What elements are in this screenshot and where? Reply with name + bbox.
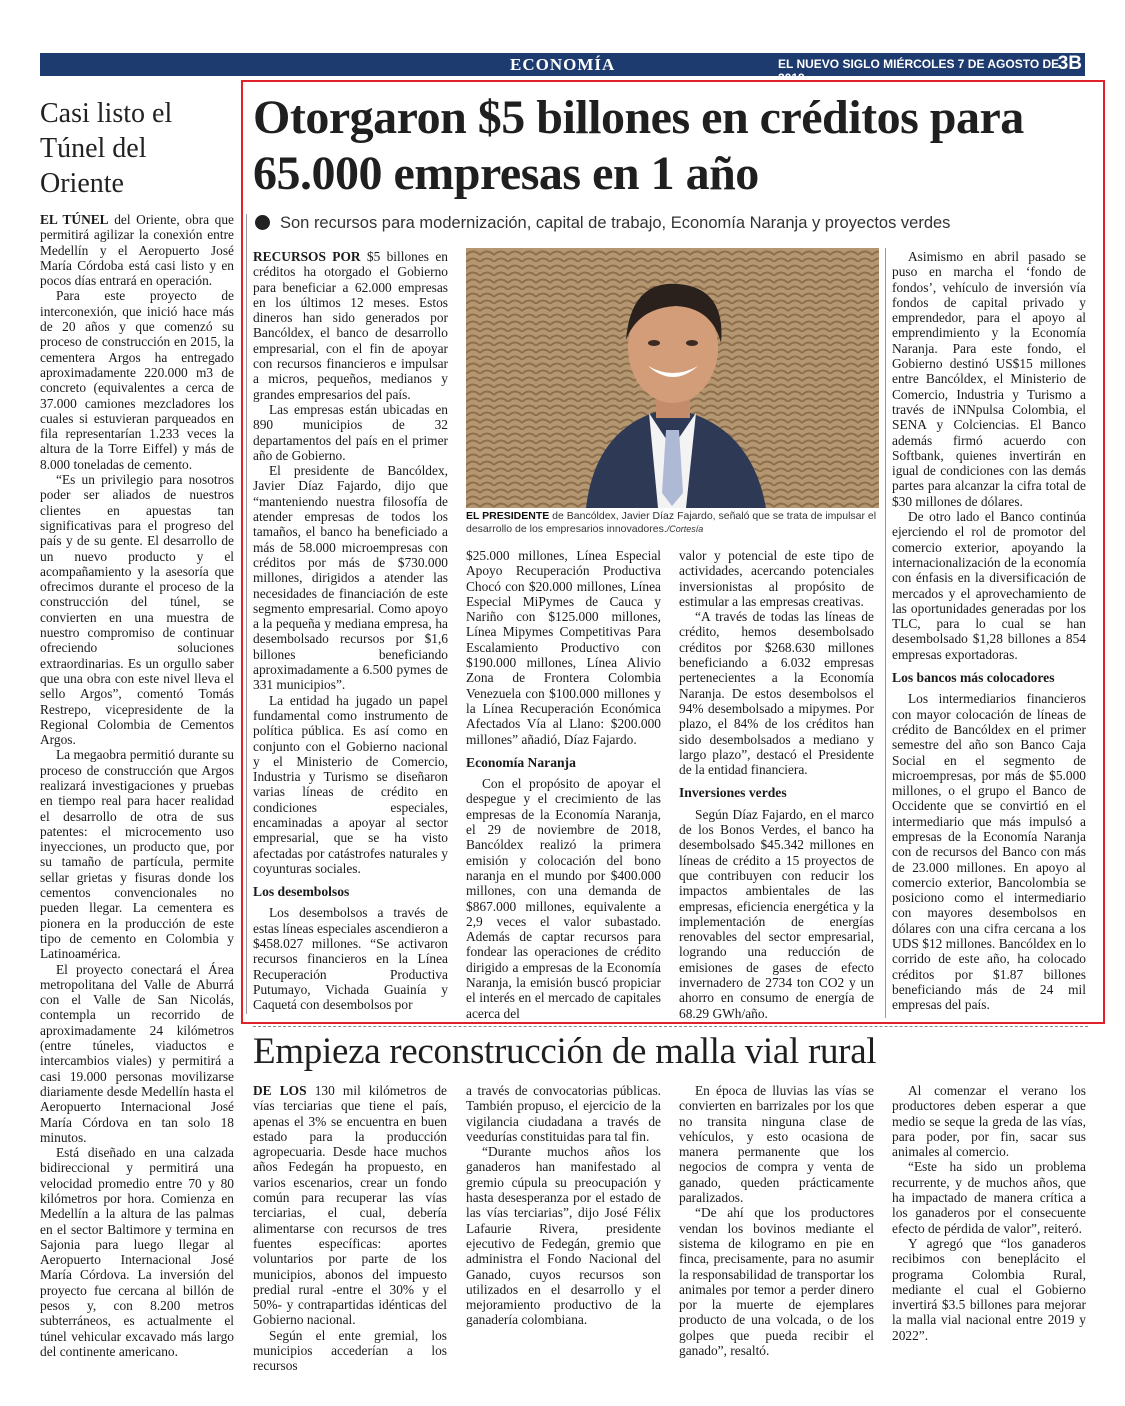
main-c3p2: “A través de todas las líneas de crédito, hemos desembolsado créditos por $268.630 millones beneficiando a 6.032 empresas pertenecientes a la Economía Naranja. De estos desembolsos el 94% desembolsado a mipymes. Por plazo, el 84% de los créditos han sido desembolsados a mediano y largo plazo”, destacó el Presidente de la entidad financiera. bbox=[679, 609, 874, 778]
main-deck bbox=[255, 214, 1085, 233]
main-c1p2: Las empresas están ubicadas en 890 municipios de 32 departamentos del país en el primer año de Gobierno. bbox=[253, 401, 448, 463]
main-c4p3: Los intermediarios financieros con mayor colocación de líneas de crédito de Bancóldex en el primer semestre del año son Banco Caja Social en el segmento de microempresas, por más de $5.000 millones, o el grupo el Banco de Occidente que se convirtió en el intermediario que más impulsó a empresas de la Economía Naranja con de recursos del Banco con más de 23.000 millones. En apoyo al comercio exterior, Bancolombia se posiciono como el intermediario con mayores desembolsos en dólares con una cifra cercana a los UDS $12 millones. Bancóldex en lo corrido de este año, ha colocado créditos por $1.87 billones beneficiando más de 24 mil empresas del país. bbox=[892, 691, 1086, 1013]
photo-caption bbox=[466, 510, 879, 536]
bottom-column-4 bbox=[892, 1083, 1086, 1343]
side-p5: El proyecto conectará el Área metropolitana del Valle de Aburrá con el Valle de San Nicolás, contempla un recorrido de aproximadamente 24 kilómetros (entre túneles, viaductos e intercambios viales) y permitirá a casi 19.000 personas movilizarse diariamente desde Medellín hasta el Aeropuerto Internacional José María Córdova en tan solo 18 minutos. bbox=[40, 961, 234, 1145]
page-number: 3B bbox=[1057, 53, 1082, 74]
caption-lead: EL PRESIDENTE bbox=[466, 510, 550, 522]
main-column-2 bbox=[466, 548, 661, 1021]
bottom-c4p3: Y agregó que “los ganaderos recibimos con beneplácito el programa Colombia Rural, mediante el cual el Gobierno invertirá $3.5 billones para mejorar la malla vial nacional entre 2019 y 2022”. bbox=[892, 1235, 1086, 1343]
subhead-bancos: Los bancos más colocadores bbox=[892, 670, 1055, 686]
bottom-c2p2: “Durante muchos años los ganaderos han manifestado al gremio cúpula su preocupación y hasta desesperanza por el estado de las vías terciarias”, dijo José Félix Lafaurie Rivera, presidente ejecutivo de Fedegán, gremio que administra el Fondo Nacional del Ganado, cuyos recursos son utilizados en el desarrollo y el mejoramiento productivo de la ganadería colombiana. bbox=[466, 1144, 661, 1328]
subhead-desembolsos: Los desembolsos bbox=[253, 884, 350, 900]
main-c3p1: valor y potencial de este tipo de actividades, acercando potenciales inversionistas al propósito de estimular a las empresas creativas. bbox=[679, 548, 874, 609]
deck-text: Son recursos para modernización, capital de trabajo, Economía Naranja y proyectos verdes bbox=[280, 214, 951, 232]
bottom-c4p2: “Este ha sido un problema recurrente, y de muchos años, que ha impactado de manera crítica a los ganaderos por el consecuente efecto de pérdida de valor”, reiteró. bbox=[892, 1159, 1086, 1236]
caption-text: de Bancóldex, Javier Díaz Fajardo, señaló que se trata de impulsar el desarrollo de los empresarios innovadores. bbox=[466, 510, 877, 535]
column-rule bbox=[246, 214, 247, 1014]
main-column-4 bbox=[892, 249, 1086, 1013]
bottom-c1p1: 130 mil kilómetros de vías terciarias que tiene el país, apenas el 3% se encuentra en buen estado para la producción agropecuaria. Desde hace muchos años Fedegán ha propuesto, en varios escenarios, crear un fondo común para recuperar las vías terciarias, el cual, debería alimentarse con recursos de tres fuentes específicas: aportes voluntarios por parte de los municipios, abonos del impuesto predial rural -entre el 30% y el 50%- y contrapartidas idénticas del Gobierno nacional. bbox=[253, 1083, 447, 1328]
main-c4p1: Asimismo en abril pasado se puso en marcha el ‘fondo de fondos’, vehículo de inversión vía fondos de capital privado y emprendedor, para el apoyo al emprendimiento y la Economía Naranja. Para este fondo, el Gobierno destinó US$15 millones entre Bancóldex, el Ministerio de Comercio, Industria y Turismo a través de iNNpulsa Colombia, el SENA y Colciencias. El Banco además firmó acuerdo con Softbank, quienes invertirán en igual de condiciones con las demás partes para alcanzar la cifra total de $30 millones de dólares. bbox=[892, 249, 1086, 509]
column-rule bbox=[885, 248, 886, 1018]
side-lead: EL TÚNEL bbox=[40, 212, 109, 227]
subhead-economia-naranja: Economía Naranja bbox=[466, 754, 576, 770]
main-c1p1: $5 billones en créditos ha otorgado el Gobierno para beneficiar a 62.000 empresas en los últimos 12 meses. Estos dineros han sido generados por Bancóldex, el banco de desarrollo empresarial, con el fin de apoyar con recursos financieros e impulsar a micros, pequeños, medianos y grandes empresarios del país. bbox=[253, 249, 448, 402]
side-p4: La megaobra permitió durante su proceso de construcción que Argos realizará investigaciones y pruebas en tiempo real para hacer realidad el desarrollo de otra de sus patentes: el microcemento uso inyecciones, un producto que, por su tamaño de partícula, permite sellar grietas y fisuras donde los cementos convencionales no pueden llegar. La cementera es pionera en la producción de este tipo de cemento en Colombia y Latinoamérica. bbox=[40, 747, 234, 962]
side-p1: del Oriente, obra que permitirá agilizar la conexión entre Medellín y el Aeropuerto José María Córdoba está casi listo y en pocos días entrará en operación. bbox=[40, 212, 234, 289]
main-c1p5: Los desembolsos a través de estas líneas especiales ascendieron a $458.027 millones. “Se activaron recursos financieros en la Línea Recuperación Productiva Putumayo, Vichada Guainía y Caquetá con desembolsos por bbox=[253, 905, 448, 1013]
side-story-body bbox=[40, 212, 234, 1359]
main-c1p3: El presidente de Bancóldex, Javier Díaz Fajardo, dijo que “manteniendo nuestra filosofía de atender empresas de todos los tamaños, el banco ha beneficiado a más de 58.000 microempresas con créditos por más de $730.000 millones, dirigidos a atender las necesidades de financiación de este segmento empresarial. Como apoyo a la pequeña y mediana empresa, ha desembolsado recursos por $1,6 billones beneficiando aproximadamente a 6.500 pymes de 331 municipios”. bbox=[253, 463, 448, 693]
side-story-title: Casi listo el Túnel del Oriente bbox=[40, 98, 173, 199]
bottom-c1p2: Según el ente gremial, los municipios accederían a los recursos bbox=[253, 1327, 447, 1374]
main-headline: Otorgaron $5 billones en créditos para 65.000 empresas en 1 año bbox=[253, 91, 1024, 200]
main-c2p2: Con el propósito de apoyar el despegue y el crecimiento de las empresas de la Economía Naranja, el 29 de noviembre de 2018, Bancóldex realizó la primera emisión y colocación del bono naranja en el mundo por $400.000 millones, con una demanda de $867.000 millones, equivalente a 2,9 veces el valor subastado. Además de captar recursos para fondear las operaciones de crédito dirigido a empresas de la Economía Naranja, la emisión buscó propiciar el interés en el mercado de capitales acerca del bbox=[466, 776, 661, 1021]
bullet-icon bbox=[255, 215, 270, 230]
side-p6: Está diseñado en una calzada bidireccional y permitirá una velocidad promedio entre 70 y 80 kilómetros por hora. Comienza en Medellín a la altura de las palmas en el sector Baltimore y termina en Sajonia para luego llegar al Aeropuerto Internacional José María Córdova. La inversión del proyecto fue cercana al billón de pesos y, con 8.200 metros subterráneos, es actualmente el túnel vehicular excavado más largo del continente americano. bbox=[40, 1145, 234, 1359]
president-photo bbox=[466, 248, 879, 508]
edition-info: EL NUEVO SIGLO MIÉRCOLES 7 DE AGOSTO DE 2019 bbox=[778, 57, 1060, 85]
main-c1p4: La entidad ha jugado un papel fundamental como instrumento de política pública. Es así como en conjunto con el Gobierno nacional y el Ministerio de Comercio, Industria y Turismo se diseñaron varias líneas de crédito en condiciones especiales, encaminadas a apoyar al sector empresarial, que se ha visto afectadas por catástrofes naturales y coyunturas sociales. bbox=[253, 692, 448, 876]
bottom-c2p1: a través de convocatorias públicas. También propuso, el ejercicio de la vigilancia ciudadana a través de veedurías constituidas para tal fin. bbox=[466, 1083, 661, 1144]
bottom-headline: Empieza reconstrucción de malla vial rural bbox=[253, 1031, 877, 1072]
bottom-c4p1: Al comenzar el verano los productores deben esperar a que medio se seque la greda de las vías, para poder, por fin, sacar sus animales al comercio. bbox=[892, 1083, 1086, 1160]
main-c3p3: Según Díaz Fajardo, en el marco de los Bonos Verdes, el banco ha desembolsado $45.342 millones en líneas de crédito a 15 proyectos de que contribuyen con reducir los impactos ambientales de las empresas, eficiencia energética y la implementación de energías renovables del sector empresarial, logrando una reducción de emisiones de gases de efecto invernadero de 2734 ton CO2 y un ahorro en consumo de energía de 68.29 GWh/año. bbox=[679, 806, 874, 1021]
side-p2: Para este proyecto de interconexión, que inició hace más de 20 años y que comenzó su proceso de construcción en 2015, la cementera Argos ha entregado aproximadamente 220.000 m3 de concreto (equivalentes a cerca de 37.000 camiones mezcladores los cuales si estuvieran parqueados en fila representarían 1.233 veces la altura de la Torre Eiffel) y más de 8.000 toneladas de cemento. bbox=[40, 288, 234, 472]
bottom-c3p1: En época de lluvias las vías se convierten en barrizales por los que no transita ninguna clase de vehículos, y esto ocasiona de manera permanente que los negocios de compra y venta de ganado, queden prácticamente paralizados. bbox=[679, 1083, 874, 1206]
main-lead: RECURSOS POR bbox=[253, 249, 361, 264]
section-divider bbox=[253, 1026, 1088, 1027]
main-column-3 bbox=[679, 548, 874, 1021]
bottom-c3p2: “De ahí que los productores vendan los bovinos mediante el sistema de kilogramo en pie en finca, precisamente, para no asumir la responsabilidad de transportar los animales por temor a perder dinero por la muerte de ejemplares producto de una volcada, o de los golpes que pueda recibir el ganado”, resaltó. bbox=[679, 1205, 874, 1359]
main-c4p2: De otro lado el Banco continúa ejerciendo el rol de promotor del comercio exterior, apoyando la internacionalización de la economía con énfasis en la diversificación de mercados y el aprovechamiento de las oportunidades generadas por los TLC, para lo cual se han desembolsado $1,28 billones a 854 empresas exportadoras. bbox=[892, 509, 1086, 662]
section-name: ECONOMÍA bbox=[510, 55, 616, 74]
masthead-bar bbox=[40, 53, 1085, 85]
side-p3: “Es un privilegio para nosotros poder ser aliados de nuestros clientes en apuestas tan significativas para el progreso del país y de su gente. El desarrollo de un nuevo producto y el acompañamiento y la asesoría que ofrecimos durante el proceso de la construcción del túnel, se convierten en una muestra de nuestro compromiso de continuar ofreciendo soluciones extraordinarias. Es un orgullo saber que una obra con este nivel lleva el sello Argos”, comentó Tomás Restrepo, vicepresidente de la Regional Colombia de Cementos Argos. bbox=[40, 472, 234, 748]
bottom-column-2 bbox=[466, 1083, 661, 1328]
main-c2p1: $25.000 millones, Línea Especial Apoyo Recuperación Productiva Chocó con $20.000 millones, Línea Especial MiPymes de Cauca y Nariño con $125.000 millones, Línea Mipymes Competitivas Para Escalamiento Productivo con $190.000 millones, Línea Alivio Zona de Frontera Colombia Venezuela con $100.000 millones y la Línea Recuperación Económica Afectados Vía al Llano: $200.000 millones” añadió, Díaz Fajardo. bbox=[466, 548, 661, 747]
subhead-inversiones-verdes: Inversiones verdes bbox=[679, 785, 787, 801]
main-column-1 bbox=[253, 249, 448, 1013]
bottom-column-1 bbox=[253, 1083, 447, 1374]
caption-credit: /Cortesía bbox=[666, 524, 704, 534]
bottom-lead: DE LOS bbox=[253, 1083, 307, 1098]
bottom-column-3 bbox=[679, 1083, 874, 1358]
